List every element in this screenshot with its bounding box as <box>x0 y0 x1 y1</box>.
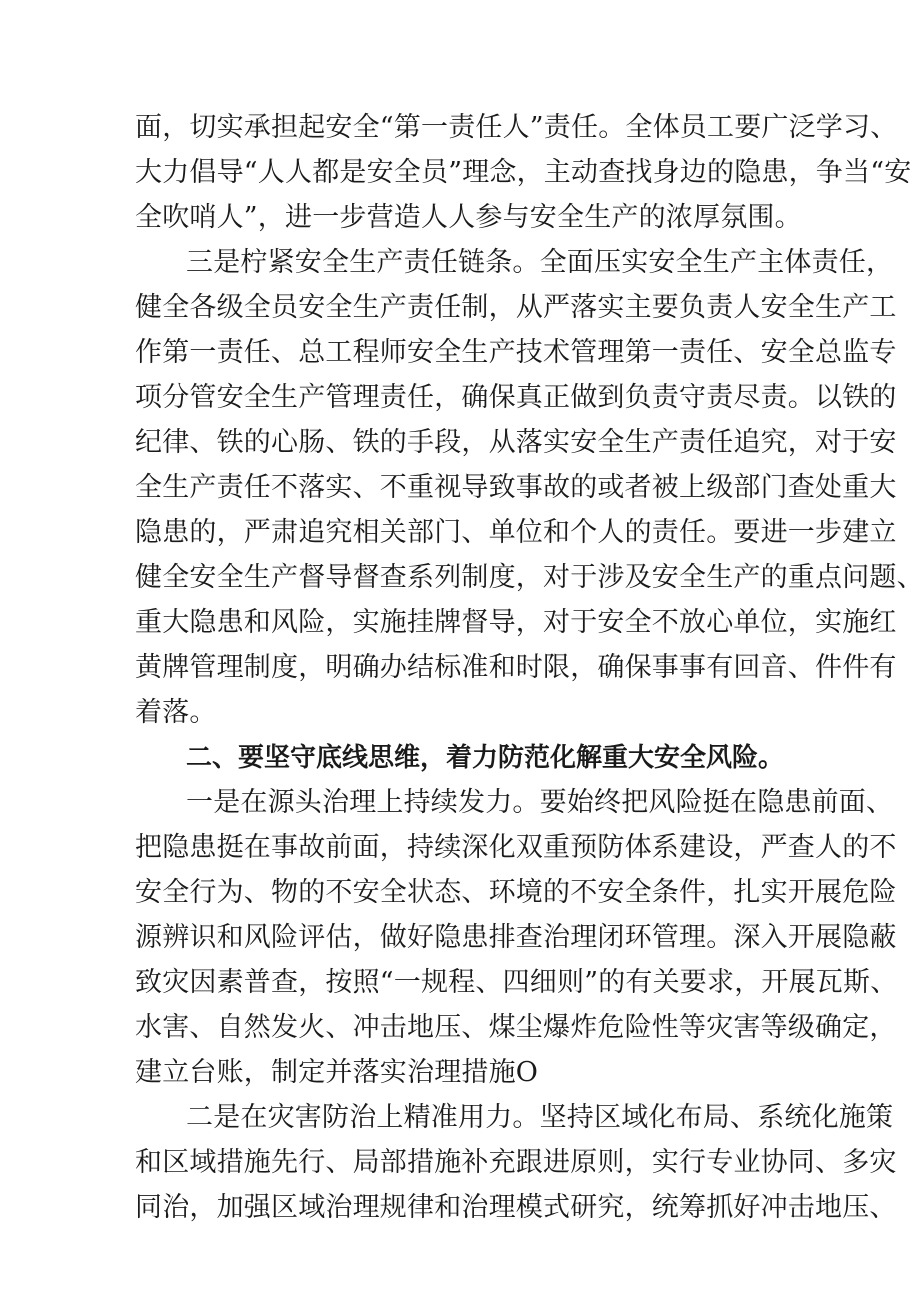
text-line: 项分管安全生产管理责任，确保真正做到负责守责尽责。以铁的 <box>135 382 897 413</box>
text-line: 健全各级全员安全生产责任制，从严落实主要负责人安全生产工 <box>135 292 897 323</box>
text-line: 安全行为、物的不安全状态、环境的不安全条件，扎实开展危险 <box>135 877 897 908</box>
text-line: 把隐患挺在事故前面，持续深化双重预防体系建设，严查人的不 <box>135 832 897 863</box>
text-line: 重大隐患和风险，实施挂牌督导，对于安全不放心单位，实施红 <box>135 607 897 638</box>
text-line: 健全安全生产督导督查系列制度，对于涉及安全生产的重点问题、 <box>135 562 924 593</box>
text-line: 着落。 <box>135 697 217 728</box>
text-line: 隐患的，严肃追究相关部门、单位和个人的责任。要进一步建立 <box>135 517 897 548</box>
text-line: 致灾因素普查，按照“一规程、四细则”的有关要求，开展瓦斯、 <box>135 967 898 998</box>
text-line: 面，切实承担起安全“第一责任人”责任。全体员工要广泛学习、 <box>135 112 898 143</box>
paragraph-first-line: 一是在源头治理上持续发力。要始终把风险挺在隐患前面、 <box>186 787 894 818</box>
text-line: 大力倡导“人人都是安全员”理念，主动查找身边的隐患，争当“安 <box>135 157 912 188</box>
text-line: 源辨识和风险评估，做好隐患排查治理闭环管理。深入开展隐蔽 <box>135 922 897 953</box>
text-line: 水害、自然发火、冲击地压、煤尘爆炸危险性等灾害等级确定， <box>135 1012 897 1043</box>
text-line: 作第一责任、总工程师安全生产技术管理第一责任、安全总监专 <box>135 337 897 368</box>
paragraph-first-line: 三是柠紧安全生产责任链条。全面压实安全生产主体责任， <box>186 247 894 278</box>
paragraph-first-line: 二是在灾害防治上精准用力。坚持区域化布局、系统化施策 <box>186 1102 894 1133</box>
text-line: 全吹哨人”，进一步营造人人参与安全生产的浓厚氛围。 <box>135 202 802 233</box>
text-line: 纪律、铁的心肠、铁的手段，从落实安全生产责任追究，对于安 <box>135 427 897 458</box>
text-line: 和区域措施先行、局部措施补充跟进原则，实行专业协同、多灾 <box>135 1147 897 1178</box>
text-line: 全生产责任不落实、不重视导致事故的或者被上级部门查处重大 <box>135 472 897 503</box>
text-line: 建立台账，制定并落实治理措施O <box>135 1057 539 1088</box>
text-line: 黄牌管理制度，明确办结标准和时限，确保事事有回音、件件有 <box>135 652 897 683</box>
text-line: 同治，加强区域治理规律和治理模式研究，统筹抓好冲击地压、 <box>135 1192 897 1223</box>
section-heading: 二、要坚守底线思维，着力防范化解重大安全风险。 <box>186 743 785 773</box>
